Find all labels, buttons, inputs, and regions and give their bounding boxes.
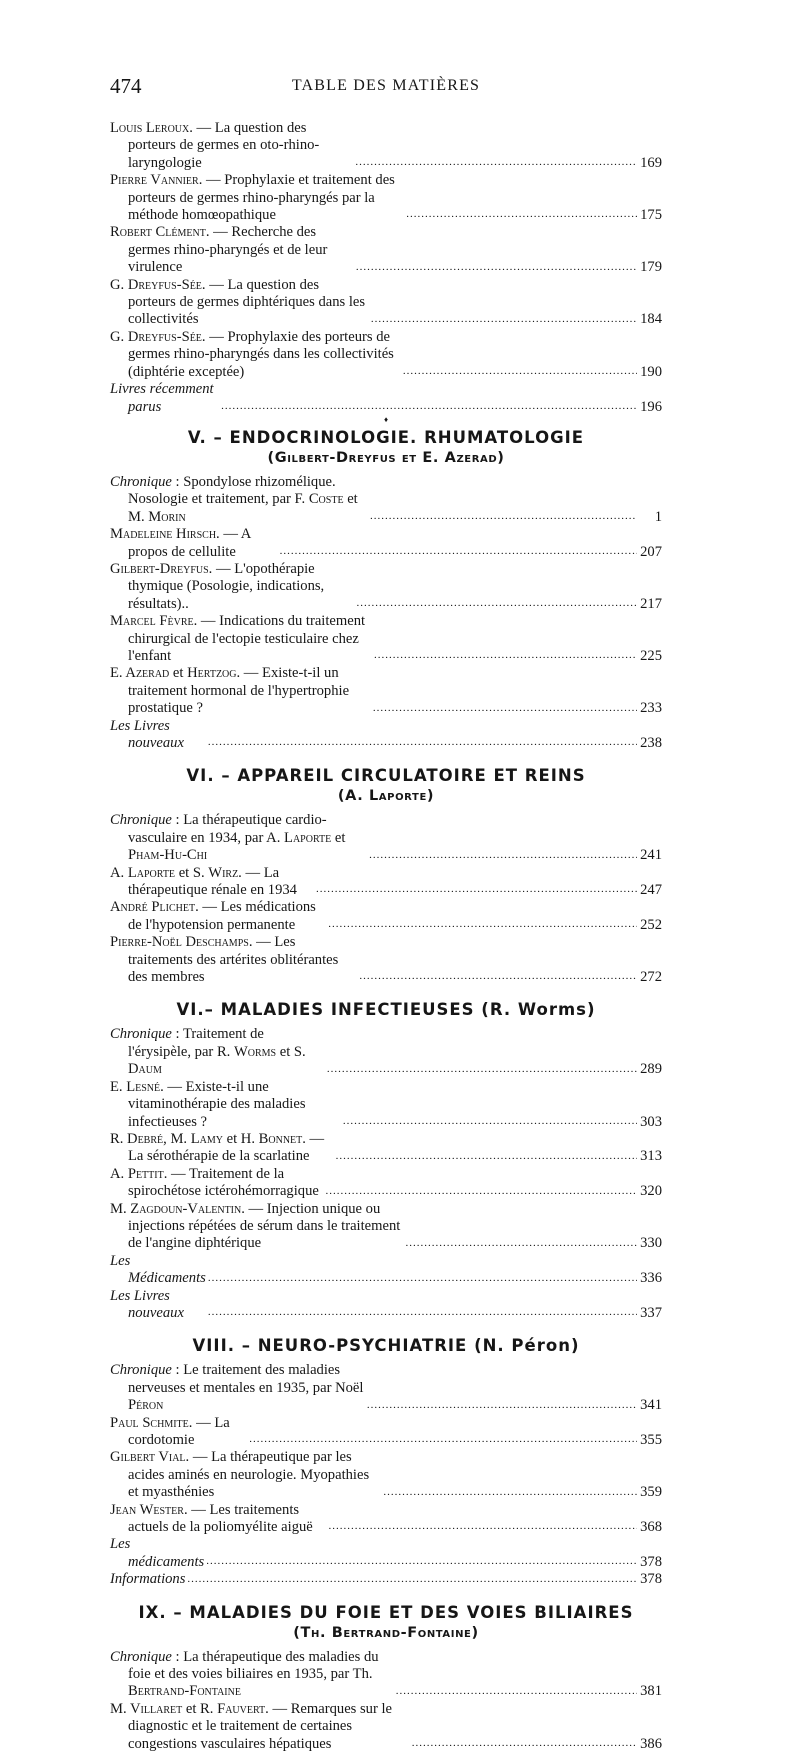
table-of-contents (110, 120, 662, 1753)
entry-title: Les Livres nouveaux (110, 1287, 184, 1321)
toc-entry (110, 934, 662, 986)
author-name: Madeleine Hirsch. (110, 526, 220, 543)
entry-page: 169 (640, 154, 662, 171)
entry-page: 272 (640, 969, 662, 986)
entry-page: 252 (640, 916, 662, 933)
section-heading (110, 428, 662, 468)
author-name: Bertrand-Fontaine (128, 1683, 241, 1700)
section-title: VIII. – NEURO-PSYCHIATRIE (N. Péron) (192, 1336, 580, 1356)
section-title: V. – ENDOCRINOLOGIE. RHUMATOLOGIE (187, 427, 585, 447)
entry-page: 313 (640, 1148, 662, 1165)
toc-entry (110, 1649, 662, 1701)
entry-page: 1 (654, 508, 662, 525)
author-name: Gilbert-Dreyfus. (110, 560, 213, 577)
toc-entry (110, 526, 662, 561)
chronique-label: Chronique (110, 473, 172, 490)
toc-entry (110, 665, 662, 717)
entry-title: — La thérapeutique par les acides aminés en neurologie. Myopathies et myasthénies (128, 1449, 370, 1501)
section-title: IX. – MALADIES DU FOIE ET DES VOIES BILIAIRES (138, 1602, 634, 1622)
entry-title: : Spondylose rhizomélique. Nosologie et traitement, par F. (128, 473, 336, 508)
author-name: M. Zagdoun-Valentin. (110, 1200, 245, 1217)
entry-title: — Existe-t-il une vitaminothérapie des maladies infectieuses ? (128, 1078, 306, 1130)
toc-entry (110, 865, 662, 900)
entry-title: Livres récemment parus (110, 381, 214, 415)
toc-entry (110, 172, 662, 224)
running-head (110, 74, 662, 104)
section-heading (110, 1000, 662, 1020)
entry-connector: et M. (128, 491, 358, 525)
entry-connector: et H. (222, 1130, 259, 1147)
author-name: Péron (128, 1397, 164, 1414)
entry-page: 336 (640, 1270, 662, 1287)
entry-title: : La thérapeutique cardio-vasculaire en 1934, par A. (128, 812, 327, 846)
entry-title: — Prophylaxie et traitement des porteurs de germes rhino-pharyngés par la méthode homœopathique (128, 172, 395, 224)
chronique-label: Chronique (110, 812, 172, 829)
entry-title: : Le traitement des maladies nerveuses et mentales en 1935, par Noël (128, 1362, 364, 1396)
entry-title: — Indications du traitement chirurgical de l'ectopie testiculaire chez l'enfant (128, 613, 366, 664)
entry-title: : Traitement de l'érysipèle, par R. (128, 1026, 264, 1060)
toc-entry (110, 1288, 662, 1323)
entry-title: — Prophylaxie des porteurs de germes rhino-pharyngés dans les collectivités (diphtérie exceptée) (128, 328, 394, 380)
section-editors: (Gilbert-Dreyfus et E. Azerad) (267, 449, 505, 466)
toc-entry (110, 718, 662, 753)
entry-page: 341 (640, 1397, 662, 1414)
entry-title: — La question des porteurs de germes diphtériques dans les collectivités (128, 276, 366, 328)
entry-page: 378 (640, 1571, 662, 1588)
entry-title: Les Livres nouveaux (110, 717, 184, 751)
entry-page: 247 (640, 882, 662, 899)
author-name: Robert Clément. (110, 224, 210, 241)
entry-page: 179 (640, 259, 662, 276)
author-name: Morin (148, 508, 186, 525)
author-name: Lamy (190, 1130, 223, 1147)
section-heading (110, 1603, 662, 1643)
toc-entry (110, 812, 662, 864)
section-editors: (Th. Bertrand-Fontaine) (293, 1624, 479, 1641)
author-name: Marcel Fèvre. (110, 613, 198, 630)
author-name: E. Azerad (110, 665, 170, 682)
entry-page: 238 (640, 735, 662, 751)
entry-page: 303 (640, 1113, 662, 1130)
author-name: A. Pettit. (110, 1165, 168, 1182)
toc-entry (110, 1571, 662, 1588)
entry-page: 320 (640, 1183, 662, 1200)
entry-title: — L'opothérapie thymique (Posologie, indications, résultats).. (128, 560, 325, 612)
section-heading (110, 1336, 662, 1356)
toc-entry (110, 561, 662, 613)
entry-connector: et (169, 665, 188, 682)
author-name: Wirz. (208, 864, 242, 881)
author-name: Paul Schmite. (110, 1414, 193, 1431)
author-name: G. Dreyfus-Sée. (110, 328, 206, 345)
entry-title: — A propos de cellulite (128, 526, 251, 560)
author-name: Jean Wester. (110, 1501, 188, 1518)
entry-page: 233 (640, 700, 662, 717)
entry-title: — La question des porteurs de germes en oto-rhino-laryngologie (128, 120, 320, 171)
entry-page: 190 (640, 363, 662, 380)
toc-entry (110, 1449, 662, 1501)
entry-page: 381 (640, 1683, 662, 1700)
ornament-mark: ♦ (383, 414, 389, 424)
toc-entry (110, 1362, 662, 1414)
entry-title: — La thérapeutique rénale en 1934 (128, 864, 297, 899)
entry-title: — Remarques sur le diagnostic et le traitement de certaines congestions vasculaires hépatiques (128, 1700, 393, 1752)
toc-entry (110, 329, 662, 381)
toc-entry (110, 1536, 662, 1571)
section-title: VI. – APPAREIL CIRCULATOIRE ET REINS (186, 766, 586, 786)
entry-title: — Les traitements actuels de la poliomyélite aiguë (128, 1501, 313, 1536)
toc-entry (110, 381, 662, 416)
page-number: 474 (110, 74, 142, 98)
author-name: Pierre Vannier. (110, 172, 203, 189)
toc-entry (110, 899, 662, 934)
entry-title: : La thérapeutique des maladies du foie et des voies biliaires en 1935, par Th. (128, 1648, 379, 1683)
entry-title: — La cordotomie (128, 1414, 230, 1448)
author-name: Pierre-Noël Deschamps. (110, 934, 253, 951)
entry-page: 368 (640, 1519, 662, 1536)
author-name: Bonnet. (258, 1130, 306, 1147)
entry-connector: et S. (175, 864, 209, 881)
toc-entry (110, 1415, 662, 1450)
chronique-label: Chronique (110, 1362, 172, 1379)
author-name: André Plichet. (110, 899, 199, 916)
toc-entry (110, 1131, 662, 1166)
entry-connector: et R. (182, 1700, 218, 1717)
section-heading (110, 766, 662, 806)
toc-entry (110, 1026, 662, 1078)
author-name: E. Lesné. (110, 1078, 164, 1095)
entry-title: Les médicaments (110, 1536, 205, 1570)
toc-entry (110, 1253, 662, 1288)
entry-page: 359 (640, 1484, 662, 1501)
author-name: Coste (308, 491, 344, 508)
entry-title: — Injection unique ou injections répétées de sérum dans le traitement de l'angine diphtérique (128, 1200, 401, 1252)
entry-page: 184 (640, 311, 662, 328)
toc-entry (110, 277, 662, 329)
entry-title: Informations (110, 1571, 186, 1588)
running-title: TABLE DES MATIÈRES (291, 77, 481, 94)
author-name: Laporte (284, 829, 332, 846)
entry-page: 225 (640, 647, 662, 664)
entry-page: 337 (640, 1304, 662, 1321)
toc-entry (110, 1701, 662, 1753)
entry-title: — La sérothérapie de la scarlatine (128, 1130, 325, 1165)
entry-title: — Traitement de la spirochétose ictérohémorragique (128, 1165, 319, 1200)
entry-page: 355 (640, 1432, 662, 1448)
entry-page: 289 (640, 1061, 662, 1078)
author-name: G. Dreyfus-Sée. (110, 276, 206, 293)
toc-entry (110, 1079, 662, 1131)
toc-entry (110, 474, 662, 526)
entry-page: 241 (640, 847, 662, 864)
entry-connector: et S. (276, 1043, 306, 1060)
entry-title: — Existe-t-il un traitement hormonal de l'hypertrophie prostatique ? (128, 665, 350, 717)
entry-page: 217 (640, 595, 662, 612)
author-name: Pham-Hu-Chi (128, 847, 208, 864)
entry-page: 196 (640, 398, 662, 415)
entry-page: 207 (640, 543, 662, 560)
entry-connector: , M. (163, 1130, 191, 1147)
author-name: M. Villaret (110, 1700, 183, 1717)
entry-title: — Recherche des germes rhino-pharyngés et de leur virulence (128, 224, 328, 276)
entry-title: — Les médications de l'hypotension permanente (128, 899, 316, 933)
author-name: Daum (128, 1061, 162, 1078)
chronique-label: Chronique (110, 1026, 172, 1043)
chronique-label: Chronique (110, 1648, 172, 1665)
author-name: Louis Leroux. (110, 120, 193, 136)
entry-title: — Les traitements des artérites oblitérantes des membres (128, 934, 339, 986)
section-title: VI.– MALADIES INFECTIEUSES (R. Worms) (176, 1000, 596, 1020)
section-editors: (A. Laporte) (337, 788, 435, 805)
author-name: Worms (233, 1043, 277, 1060)
entry-page: 386 (640, 1735, 662, 1752)
toc-entry (110, 1502, 662, 1537)
entry-page: 330 (640, 1235, 662, 1252)
author-name: R. Debré (110, 1130, 164, 1147)
author-name: Gilbert Vial. (110, 1449, 190, 1466)
author-name: Fauvert. (217, 1700, 269, 1717)
entry-page: 175 (640, 207, 662, 224)
entry-title: Les Médicaments (110, 1252, 206, 1287)
toc-entry (110, 1166, 662, 1201)
entry-connector: et (331, 829, 346, 846)
toc-entry (110, 613, 662, 665)
toc-entry (110, 120, 662, 172)
author-name: A. Laporte (110, 864, 176, 881)
author-name: Hertzog. (187, 665, 241, 682)
toc-entry (110, 224, 662, 276)
entry-page: 378 (640, 1553, 662, 1570)
